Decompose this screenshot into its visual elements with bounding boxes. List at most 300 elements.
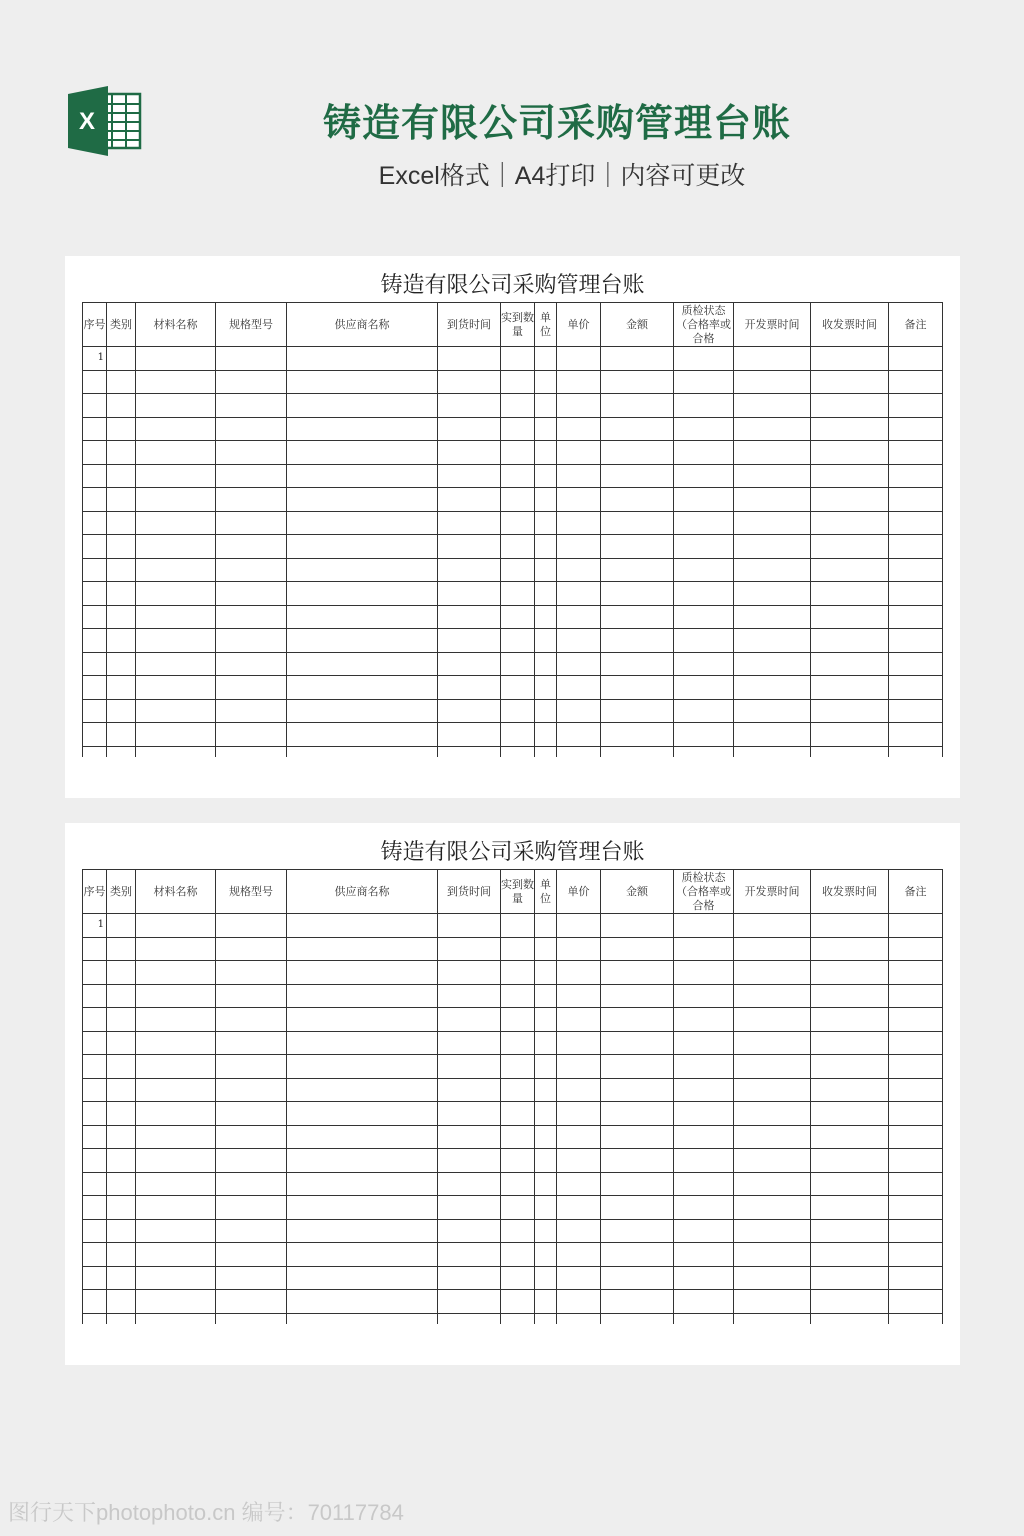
table-cell[interactable] (136, 1008, 216, 1032)
table-cell[interactable] (438, 558, 501, 582)
table-cell[interactable] (557, 629, 601, 653)
table-cell[interactable] (83, 558, 107, 582)
table-cell[interactable] (535, 1172, 557, 1196)
table-cell[interactable] (107, 1055, 136, 1079)
table-cell[interactable] (811, 1266, 889, 1290)
table-cell[interactable] (501, 1149, 535, 1173)
table-cell[interactable] (734, 582, 811, 606)
table-cell[interactable] (501, 914, 535, 938)
table-cell[interactable] (287, 1102, 438, 1126)
table-cell[interactable] (438, 582, 501, 606)
table-cell[interactable] (889, 1313, 943, 1324)
table-cell[interactable] (83, 582, 107, 606)
table-cell[interactable] (438, 652, 501, 676)
table-cell[interactable] (107, 582, 136, 606)
table-cell[interactable] (601, 535, 674, 559)
table-cell[interactable] (674, 1266, 734, 1290)
table-cell[interactable] (136, 723, 216, 747)
table-cell[interactable] (557, 1125, 601, 1149)
table-cell[interactable] (601, 1266, 674, 1290)
table-cell[interactable] (535, 1243, 557, 1267)
table-cell[interactable] (287, 605, 438, 629)
table-cell[interactable] (438, 1266, 501, 1290)
table-cell[interactable] (107, 652, 136, 676)
table-cell[interactable] (107, 1078, 136, 1102)
table-cell[interactable] (107, 937, 136, 961)
table-cell[interactable] (535, 1196, 557, 1220)
table-cell[interactable] (438, 1219, 501, 1243)
table-cell[interactable] (501, 1290, 535, 1314)
table-cell[interactable] (438, 1172, 501, 1196)
table-cell[interactable] (889, 937, 943, 961)
table-cell[interactable] (216, 1243, 287, 1267)
table-cell[interactable] (501, 605, 535, 629)
table-cell[interactable] (83, 464, 107, 488)
table-cell[interactable] (107, 914, 136, 938)
table-cell[interactable] (674, 1290, 734, 1314)
table-cell[interactable] (107, 699, 136, 723)
table-cell[interactable] (216, 488, 287, 512)
table-cell[interactable] (287, 1290, 438, 1314)
table-cell[interactable] (83, 1008, 107, 1032)
table-cell[interactable] (601, 511, 674, 535)
table-cell[interactable] (734, 1172, 811, 1196)
table-cell[interactable] (811, 1172, 889, 1196)
table-cell[interactable] (136, 394, 216, 418)
table-cell[interactable] (216, 1196, 287, 1220)
table-cell[interactable] (438, 1313, 501, 1324)
table-cell[interactable] (107, 394, 136, 418)
table-cell[interactable] (734, 535, 811, 559)
table-cell[interactable] (287, 417, 438, 441)
table-cell[interactable] (557, 1243, 601, 1267)
table-cell[interactable] (107, 1266, 136, 1290)
table-cell[interactable] (734, 961, 811, 985)
table-cell[interactable] (734, 1313, 811, 1324)
table-cell[interactable] (287, 914, 438, 938)
table-cell[interactable] (107, 1196, 136, 1220)
table-cell[interactable] (557, 605, 601, 629)
table-cell[interactable] (83, 676, 107, 700)
table-cell[interactable] (535, 1031, 557, 1055)
table-cell[interactable] (136, 1243, 216, 1267)
table-cell[interactable] (136, 464, 216, 488)
table-cell[interactable] (557, 676, 601, 700)
table-cell[interactable] (136, 347, 216, 371)
table-cell[interactable] (438, 417, 501, 441)
table-cell[interactable] (136, 1078, 216, 1102)
table-cell[interactable] (83, 746, 107, 757)
table-cell[interactable] (674, 629, 734, 653)
table-cell[interactable] (535, 417, 557, 441)
table-cell[interactable] (136, 1290, 216, 1314)
table-cell[interactable] (438, 1243, 501, 1267)
table-cell[interactable] (438, 1290, 501, 1314)
table-cell[interactable] (501, 1008, 535, 1032)
table-cell[interactable] (811, 347, 889, 371)
table-cell[interactable] (811, 582, 889, 606)
table-cell[interactable] (811, 1243, 889, 1267)
table-cell[interactable] (889, 1243, 943, 1267)
table-cell[interactable] (811, 511, 889, 535)
table-cell[interactable] (501, 723, 535, 747)
table-cell[interactable] (674, 1219, 734, 1243)
table-cell[interactable] (557, 699, 601, 723)
table-cell[interactable] (501, 961, 535, 985)
table-cell[interactable] (601, 1102, 674, 1126)
table-cell[interactable] (734, 1125, 811, 1149)
table-cell[interactable] (83, 1031, 107, 1055)
table-cell[interactable] (734, 914, 811, 938)
table-cell[interactable] (811, 488, 889, 512)
table-cell[interactable] (438, 1196, 501, 1220)
table-cell[interactable] (811, 676, 889, 700)
table-cell[interactable] (601, 961, 674, 985)
table-cell[interactable] (501, 441, 535, 465)
table-cell[interactable] (811, 605, 889, 629)
table-cell[interactable] (136, 652, 216, 676)
table-cell[interactable] (501, 1266, 535, 1290)
table-cell[interactable] (734, 1243, 811, 1267)
table-cell[interactable] (216, 1172, 287, 1196)
table-cell[interactable] (535, 652, 557, 676)
table-cell[interactable] (535, 984, 557, 1008)
table-cell[interactable] (674, 1078, 734, 1102)
table-cell[interactable] (734, 394, 811, 418)
table-cell[interactable] (287, 535, 438, 559)
table-cell[interactable] (889, 535, 943, 559)
table-cell[interactable] (287, 1125, 438, 1149)
table-cell[interactable] (674, 370, 734, 394)
table-cell[interactable] (557, 488, 601, 512)
table-cell[interactable] (535, 914, 557, 938)
table-cell[interactable] (501, 1243, 535, 1267)
table-cell[interactable] (889, 441, 943, 465)
table-cell[interactable]: 1 (83, 914, 107, 938)
table-cell[interactable] (136, 535, 216, 559)
table-cell[interactable] (287, 1008, 438, 1032)
table-cell[interactable] (287, 723, 438, 747)
table-cell[interactable] (674, 511, 734, 535)
table-cell[interactable] (889, 605, 943, 629)
table-cell[interactable] (601, 1125, 674, 1149)
table-cell[interactable] (501, 535, 535, 559)
table-cell[interactable] (83, 984, 107, 1008)
table-cell[interactable] (889, 558, 943, 582)
table-cell[interactable] (83, 370, 107, 394)
table-cell[interactable] (501, 582, 535, 606)
table-cell[interactable] (811, 914, 889, 938)
table-cell[interactable] (601, 1313, 674, 1324)
table-cell[interactable] (438, 1055, 501, 1079)
table-cell[interactable] (811, 417, 889, 441)
table-cell[interactable] (287, 1266, 438, 1290)
table-cell[interactable] (107, 1290, 136, 1314)
table-cell[interactable] (107, 629, 136, 653)
table-cell[interactable] (889, 511, 943, 535)
table-cell[interactable] (889, 652, 943, 676)
table-cell[interactable] (438, 370, 501, 394)
table-cell[interactable] (535, 699, 557, 723)
table-cell[interactable] (136, 699, 216, 723)
table-cell[interactable] (287, 1172, 438, 1196)
table-cell[interactable] (438, 1102, 501, 1126)
table-cell[interactable] (557, 1196, 601, 1220)
table-cell[interactable] (501, 1313, 535, 1324)
table-cell[interactable] (557, 746, 601, 757)
table-cell[interactable] (83, 1196, 107, 1220)
table-cell[interactable] (557, 652, 601, 676)
table-cell[interactable] (535, 1008, 557, 1032)
table-cell[interactable] (216, 394, 287, 418)
table-cell[interactable] (674, 961, 734, 985)
table-cell[interactable] (216, 1219, 287, 1243)
table-cell[interactable] (811, 370, 889, 394)
table-cell[interactable] (674, 394, 734, 418)
table-cell[interactable] (601, 1290, 674, 1314)
table-cell[interactable] (811, 535, 889, 559)
table-cell[interactable] (811, 1078, 889, 1102)
table-cell[interactable] (107, 984, 136, 1008)
table-cell[interactable] (674, 1031, 734, 1055)
table-cell[interactable] (107, 1125, 136, 1149)
table-cell[interactable] (501, 937, 535, 961)
table-cell[interactable] (674, 1125, 734, 1149)
table-cell[interactable] (501, 1031, 535, 1055)
table-cell[interactable] (734, 370, 811, 394)
table-cell[interactable] (557, 1290, 601, 1314)
table-cell[interactable] (674, 914, 734, 938)
table-cell[interactable] (734, 1055, 811, 1079)
table-cell[interactable] (136, 488, 216, 512)
table-cell[interactable] (216, 937, 287, 961)
table-cell[interactable] (501, 1078, 535, 1102)
table-cell[interactable] (734, 511, 811, 535)
table-cell[interactable] (136, 1102, 216, 1126)
table-cell[interactable] (136, 558, 216, 582)
table-cell[interactable] (107, 1008, 136, 1032)
table-cell[interactable] (83, 1078, 107, 1102)
table-cell[interactable] (287, 1078, 438, 1102)
table-cell[interactable] (83, 937, 107, 961)
table-cell[interactable] (136, 1313, 216, 1324)
table-cell[interactable] (83, 488, 107, 512)
table-cell[interactable] (216, 629, 287, 653)
table-cell[interactable] (811, 1055, 889, 1079)
table-cell[interactable] (83, 535, 107, 559)
table-cell[interactable] (107, 441, 136, 465)
table-cell[interactable] (216, 652, 287, 676)
table-cell[interactable] (557, 1008, 601, 1032)
table-cell[interactable] (83, 1102, 107, 1126)
table-cell[interactable] (601, 1172, 674, 1196)
table-cell[interactable] (107, 488, 136, 512)
table-cell[interactable] (287, 676, 438, 700)
table-cell[interactable] (889, 723, 943, 747)
table-cell[interactable] (136, 937, 216, 961)
table-cell[interactable] (734, 629, 811, 653)
table-cell[interactable] (438, 394, 501, 418)
table-cell[interactable] (811, 1031, 889, 1055)
table-cell[interactable] (216, 746, 287, 757)
table-cell[interactable] (287, 1196, 438, 1220)
table-cell[interactable] (216, 914, 287, 938)
table-cell[interactable] (811, 652, 889, 676)
table-cell[interactable] (287, 441, 438, 465)
table-cell[interactable] (601, 582, 674, 606)
table-cell[interactable] (811, 464, 889, 488)
table-cell[interactable] (535, 582, 557, 606)
table-cell[interactable] (557, 370, 601, 394)
table-cell[interactable] (501, 488, 535, 512)
table-cell[interactable] (557, 1055, 601, 1079)
table-cell[interactable] (216, 417, 287, 441)
table-cell[interactable] (438, 1008, 501, 1032)
table-cell[interactable] (136, 629, 216, 653)
table-cell[interactable] (136, 1172, 216, 1196)
table-cell[interactable] (107, 1149, 136, 1173)
table-cell[interactable] (107, 1313, 136, 1324)
table-cell[interactable] (811, 699, 889, 723)
table-cell[interactable] (889, 984, 943, 1008)
table-cell[interactable] (216, 535, 287, 559)
table-cell[interactable] (889, 1172, 943, 1196)
table-cell[interactable] (438, 723, 501, 747)
table-cell[interactable] (889, 1055, 943, 1079)
table-cell[interactable] (535, 961, 557, 985)
table-cell[interactable] (674, 535, 734, 559)
table-cell[interactable] (83, 417, 107, 441)
table-cell[interactable] (107, 961, 136, 985)
table-cell[interactable] (216, 511, 287, 535)
table-cell[interactable] (136, 1149, 216, 1173)
table-cell[interactable] (136, 582, 216, 606)
table-cell[interactable] (438, 629, 501, 653)
table-cell[interactable] (107, 535, 136, 559)
table-cell[interactable] (136, 1031, 216, 1055)
table-cell[interactable] (501, 417, 535, 441)
table-cell[interactable] (734, 441, 811, 465)
table-cell[interactable] (601, 1219, 674, 1243)
table-cell[interactable] (535, 746, 557, 757)
table-cell[interactable] (889, 676, 943, 700)
table-cell[interactable] (734, 746, 811, 757)
table-cell[interactable] (601, 676, 674, 700)
table-cell[interactable] (557, 511, 601, 535)
table-cell[interactable] (734, 1078, 811, 1102)
table-cell[interactable] (501, 1196, 535, 1220)
table-cell[interactable] (674, 1149, 734, 1173)
table-cell[interactable] (889, 464, 943, 488)
table-cell[interactable] (438, 1031, 501, 1055)
table-cell[interactable] (216, 370, 287, 394)
table-cell[interactable] (83, 441, 107, 465)
table-cell[interactable] (734, 676, 811, 700)
table-cell[interactable] (287, 629, 438, 653)
table-cell[interactable] (216, 1031, 287, 1055)
table-cell[interactable] (107, 1172, 136, 1196)
table-cell[interactable] (287, 347, 438, 371)
table-cell[interactable] (501, 1172, 535, 1196)
table-cell[interactable] (889, 1149, 943, 1173)
table-cell[interactable] (535, 629, 557, 653)
table-cell[interactable] (83, 1290, 107, 1314)
table-cell[interactable] (107, 511, 136, 535)
table-cell[interactable] (107, 1102, 136, 1126)
table-cell[interactable] (216, 1055, 287, 1079)
table-cell[interactable] (889, 1290, 943, 1314)
table-cell[interactable] (136, 1125, 216, 1149)
table-cell[interactable] (674, 699, 734, 723)
table-cell[interactable] (107, 723, 136, 747)
table-cell[interactable] (601, 937, 674, 961)
table-cell[interactable] (889, 1031, 943, 1055)
table-cell[interactable] (216, 1125, 287, 1149)
table-cell[interactable] (734, 558, 811, 582)
table-cell[interactable] (889, 394, 943, 418)
table-cell[interactable] (107, 1031, 136, 1055)
table-cell[interactable] (811, 1219, 889, 1243)
table-cell[interactable] (287, 1313, 438, 1324)
table-cell[interactable] (674, 1243, 734, 1267)
table-cell[interactable] (136, 511, 216, 535)
table-cell[interactable] (438, 511, 501, 535)
table-cell[interactable] (557, 723, 601, 747)
table-cell[interactable] (501, 1219, 535, 1243)
table-cell[interactable] (501, 699, 535, 723)
table-cell[interactable] (535, 937, 557, 961)
table-cell[interactable] (438, 937, 501, 961)
table-cell[interactable] (535, 723, 557, 747)
table-cell[interactable] (601, 1008, 674, 1032)
table-cell[interactable] (83, 1055, 107, 1079)
table-cell[interactable] (83, 652, 107, 676)
table-cell[interactable] (216, 464, 287, 488)
table-cell[interactable] (535, 441, 557, 465)
table-cell[interactable] (889, 914, 943, 938)
table-cell[interactable] (811, 723, 889, 747)
table-cell[interactable] (535, 605, 557, 629)
table-cell[interactable] (287, 582, 438, 606)
table-cell[interactable] (557, 441, 601, 465)
table-cell[interactable] (535, 347, 557, 371)
table-cell[interactable] (674, 984, 734, 1008)
table-cell[interactable] (601, 464, 674, 488)
table-cell[interactable] (216, 582, 287, 606)
table-cell[interactable] (136, 676, 216, 700)
table-cell[interactable] (674, 1172, 734, 1196)
table-cell[interactable] (535, 676, 557, 700)
table-cell[interactable] (535, 1313, 557, 1324)
table-cell[interactable] (501, 1102, 535, 1126)
table-cell[interactable] (83, 1125, 107, 1149)
table-cell[interactable] (287, 511, 438, 535)
table-cell[interactable] (501, 652, 535, 676)
table-cell[interactable] (501, 394, 535, 418)
table-cell[interactable] (438, 961, 501, 985)
table-cell[interactable] (535, 1290, 557, 1314)
table-cell[interactable] (674, 417, 734, 441)
table-cell[interactable] (438, 746, 501, 757)
table-cell[interactable] (674, 464, 734, 488)
table-cell[interactable] (438, 699, 501, 723)
table-cell[interactable] (535, 394, 557, 418)
table-cell[interactable] (136, 1055, 216, 1079)
table-cell[interactable] (557, 1266, 601, 1290)
table-cell[interactable] (734, 1266, 811, 1290)
table-cell[interactable] (287, 1243, 438, 1267)
table-cell[interactable] (535, 1219, 557, 1243)
